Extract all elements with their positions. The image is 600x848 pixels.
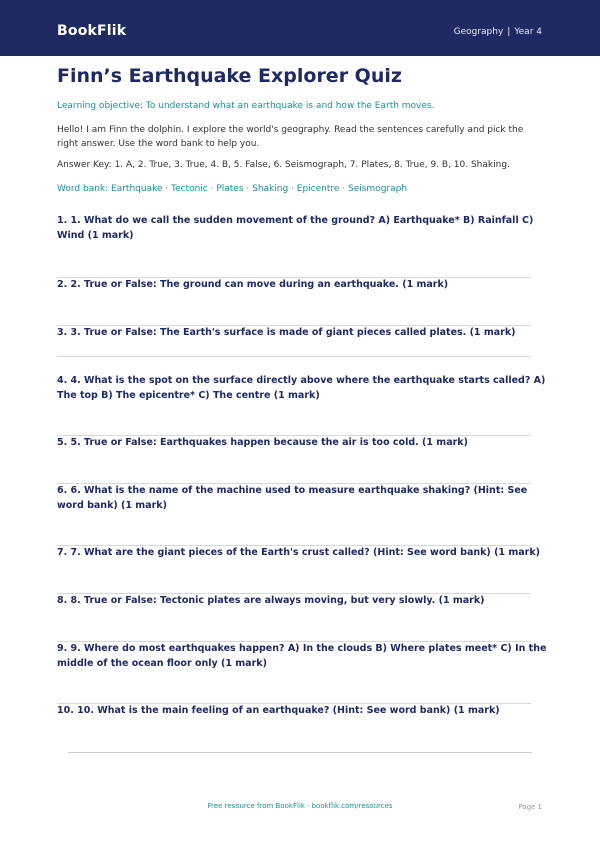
question-8: 8. 8. True or False: Tectonic plates are always moving, but very slowly. (1 mark)	[57, 595, 485, 606]
question-9: 9. 9. Where do most earthquakes happen? A) In the clouds B) Where plates meet* C) In the middle of the ocean floor only (1 mark)	[57, 643, 547, 669]
question-1: 1. 1. What do we call the sudden movement of the ground? A) Earthquake* B) Rainfall C) Wind (1 mark)	[57, 215, 534, 241]
word-bank: Word bank: Earthquake · Tectonic · Plates · Shaking · Epicentre · Seismograph	[57, 184, 408, 194]
question-2: 2. 2. True or False: The ground can move during an earthquake. (1 mark)	[57, 279, 449, 290]
page-number: Page 1	[518, 803, 542, 811]
subject-label: Geography	[453, 27, 504, 37]
question-10: 10. 10. What is the main feeling of an earthquake? (Hint: See word bank) (1 mark)	[57, 705, 500, 716]
learning-objective: Learning objective: To understand what an earthquake is and how the Earth moves.	[57, 101, 435, 111]
question-4: 4. 4. What is the spot on the surface directly above where the earthquake starts called? A) The top B) The epicentre* C) The centre (1 mark)	[57, 375, 546, 401]
footer-divider	[68, 752, 532, 753]
page-title: Finn’s Earthquake Explorer Quiz	[57, 65, 402, 87]
intro-text: Hello! I am Finn the dolphin. I explore the world's geography. Read the sentences carefully and pick the right answer. Use the word bank to help you.	[57, 125, 524, 149]
brand-logo-text: BookFlik	[57, 23, 127, 39]
answer-line-3	[57, 356, 531, 357]
year-label: Year 4	[514, 27, 542, 37]
question-5: 5. 5. True or False: Earthquakes happen because the air is too cold. (1 mark)	[57, 437, 468, 448]
question-6: 6. 6. What is the name of the machine used to measure earthquake shaking? (Hint: See word bank) (1 mark)	[57, 485, 528, 511]
meta-separator: |	[507, 27, 511, 37]
header-meta	[454, 27, 542, 37]
answer-key: Answer Key: 1. A, 2. True, 3. True, 4. B, 5. False, 6. Seismograph, 7. Plates, 8. True, 9. B, 10. Shaking.	[57, 160, 510, 170]
page-header	[0, 0, 600, 56]
question-3: 3. 3. True or False: The Earth's surface is made of giant pieces called plates. (1 mark)	[57, 327, 516, 338]
footer-credit: Free resource from BookFlik · bookflik.com/resources	[207, 802, 393, 810]
question-7: 7. 7. What are the giant pieces of the Earth's crust called? (Hint: See word bank) (1 mark)	[57, 547, 540, 558]
